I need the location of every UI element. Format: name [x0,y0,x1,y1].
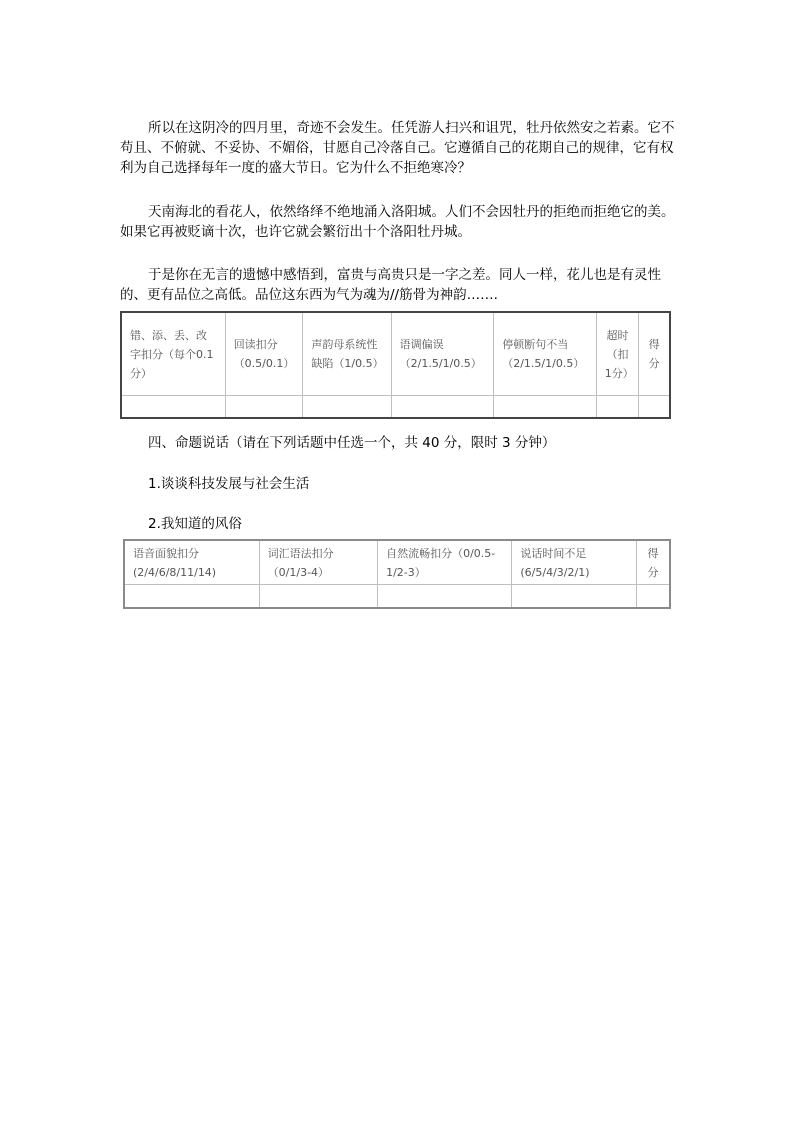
table-cell [225,396,303,419]
table-header-cell: 语音面貌扣分(2/4/6/8/11/14) [124,540,259,585]
speaking-score-table [123,539,671,609]
table-cell [259,585,377,609]
table-header-row [124,540,670,585]
table-cell [512,585,637,609]
topic-1: 1.谈谈科技发展与社会生活 [148,476,310,492]
table-header-cell: 停顿断句不当（2/1.5/1/0.5） [494,312,597,396]
table-header-cell: 回读扣分（0.5/0.1） [225,312,303,396]
table-header-row [121,312,670,396]
table-header-cell: 得分 [639,312,670,396]
table-header-cell: 声韵母系统性缺陷（1/0.5） [303,312,391,396]
table-header-cell: 语调偏误（2/1.5/1/0.5） [391,312,494,396]
topic-2: 2.我知道的风俗 [148,516,242,532]
table-header-cell: 超时（扣1分） [596,312,639,396]
paragraph-3: 于是你在无言的遗憾中感悟到，富贵与高贵只是一字之差。同人一样，花儿也是有灵性的、更有品位之高低。品位这东西为气为魂为//筋骨为神韵……. [120,267,661,303]
paragraph-2: 天南海北的看花人，依然络绎不绝地涌入洛阳城。人们不会因牡丹的拒绝而拒绝它的美。如果它再被贬谪十次，也许它就会繁衍出十个洛阳牡丹城。 [120,204,675,240]
table-cell [303,396,391,419]
table-cell [596,396,639,419]
table-cell [378,585,512,609]
table-header-cell: 错、添、丢、改字扣分（每个0.1分） [121,312,225,396]
table-cell [121,396,225,419]
paragraph-1: 所以在这阴冷的四月里，奇迹不会发生。任凭游人扫兴和诅咒，牡丹依然安之若素。它不苟且、不俯就、不妥协、不媚俗，甘愿自己冷落自己。它遵循自己的花期自己的规律，它有权利为自己选择每年一度的盛大节日。它为什么不拒绝寒冷？ [120,120,675,176]
table-cell [637,585,671,609]
table-cell [494,396,597,419]
table-cell [391,396,494,419]
reading-score-table [120,311,671,419]
table-header-cell: 词汇语法扣分（0/1/3-4） [259,540,377,585]
table-header-cell: 说话时间不足(6/5/4/3/2/1) [512,540,637,585]
table-row [121,396,670,419]
table-header-cell: 得分 [637,540,671,585]
table-cell [124,585,259,609]
table-cell [639,396,670,419]
section-heading: 四、命题说话（请在下列话题中任选一个，共 40 分，限时 3 分钟） [148,435,556,451]
table-header-cell: 自然流畅扣分（0/0.5-1/2-3） [378,540,512,585]
table-row [124,585,670,609]
